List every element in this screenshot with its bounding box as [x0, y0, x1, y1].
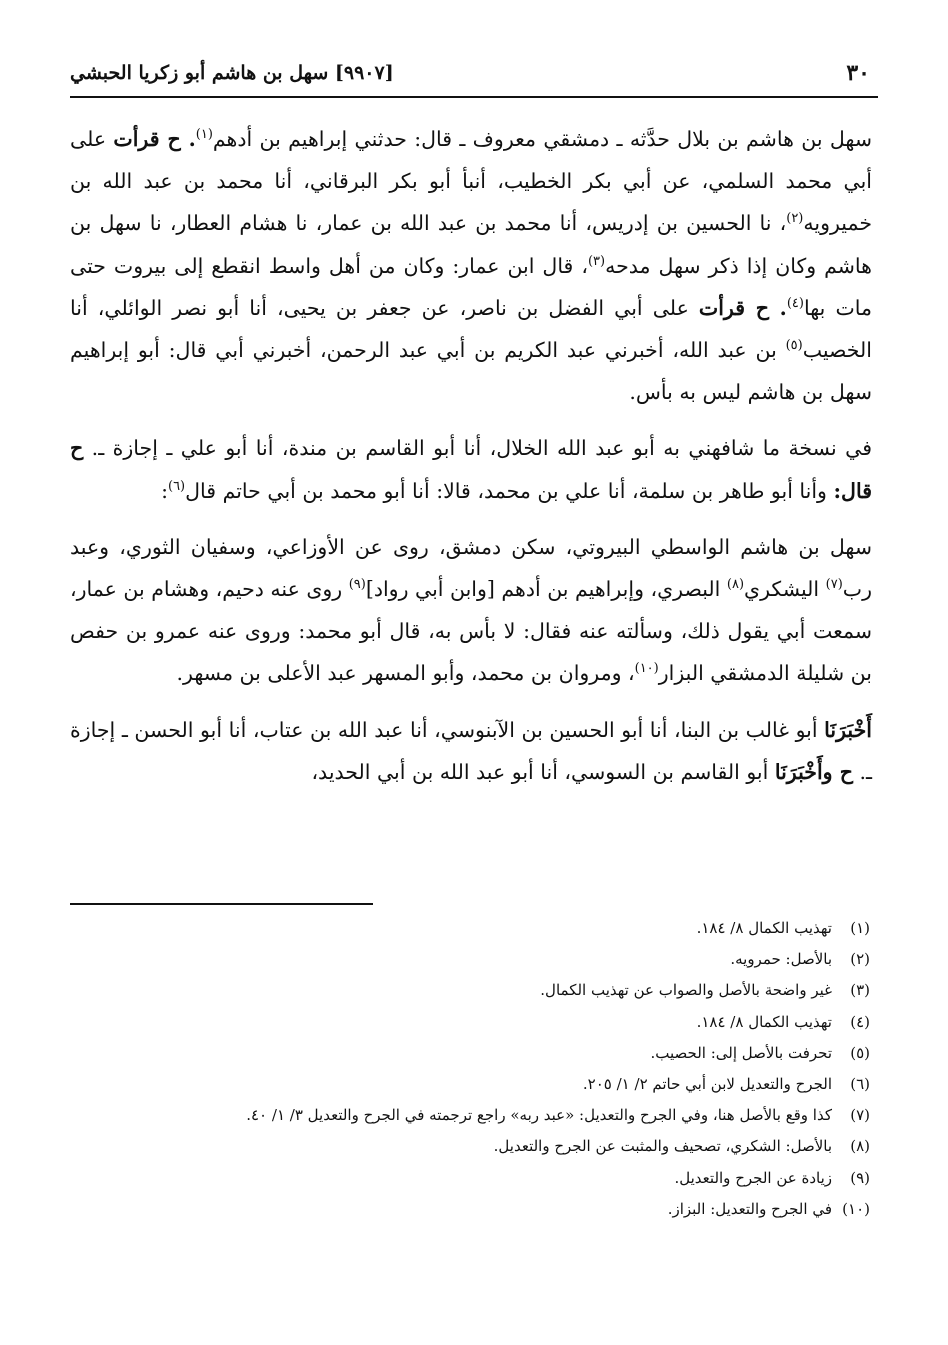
text-run: بن عبد الله، أخبرني عبد الكريم بن أبي عبد الرحمن، أخبرني أبي قال: أبو إبراهيم سهل بن هاشم ليس به بأس. [70, 338, 872, 405]
footnote-item [70, 944, 870, 975]
bold-marker: . ح قرأت [113, 127, 196, 151]
footnote-text: تهذيب الكمال ٨/ ١٨٤. [696, 919, 832, 937]
footnote-item [70, 1069, 870, 1100]
footnote-ref-5[interactable]: (٥) [785, 338, 803, 354]
footnote-item [70, 1194, 870, 1225]
footnote-text: تهذيب الكمال ٨/ ١٨٤. [696, 1012, 832, 1031]
footnote-text: الجرح والتعديل لابن أبي حاتم ٢/ ١/ ٢٠٥. [582, 1075, 832, 1094]
text-run: اليشكري [744, 577, 826, 602]
footnote-number: (٥) [850, 1043, 870, 1062]
text-run: سهل بن هاشم بن بلال حدَّثه ـ دمشقي معروف ـ قال: حدثني إبراهيم بن أدهم [212, 127, 872, 151]
paragraph-4 [70, 709, 872, 793]
footnote-ref-8[interactable]: (٨) [726, 577, 745, 593]
footnote-number: (٧) [850, 1106, 870, 1125]
footnote-item [70, 1163, 870, 1194]
text-run: على أبي محمد السلمي، عن أبي بكر الخطيب، أنبأ أبو بكر البرقاني، أنا محمد بن عبد الله بن خميرويه [70, 127, 872, 236]
footnote-number: (٨) [850, 1137, 870, 1156]
footnote-ref-1[interactable]: (١) [195, 127, 213, 143]
text-run: : [161, 478, 168, 503]
footnote-text: تحرفت بالأصل إلى: الحصيب. [650, 1043, 832, 1062]
text-run: ، ومروان بن محمد، وأبو المسهر عبد الأعلى بن مسهر. [176, 661, 635, 686]
footnote-number: (٣) [850, 981, 870, 1000]
footnote-number: (٦) [850, 1075, 870, 1094]
footnote-text: بالأصل: الشكري، تصحيف والمثبت عن الجرح والتعديل. [493, 1137, 832, 1156]
page-number: ٣٠ [846, 60, 870, 86]
text-run: روى عنه دحيم، وهشام بن عمار، سمعت أبي يقول ذلك، وسألته عنه فقال: لا بأس به، قال أبو محمد: وروى عنه عمرو بن حفص بن شليلة الدمشقي البزار [70, 577, 872, 686]
footnote-number: (١) [850, 919, 870, 937]
footnote-item [70, 1131, 870, 1162]
footnote-separator [70, 903, 373, 905]
footnote-ref-6[interactable]: (٦) [167, 478, 186, 494]
footnote-ref-3[interactable]: (٣) [587, 253, 606, 269]
running-title: [٩٩٠٧] سهل بن هاشم أبو زكريا الحبشي [70, 62, 394, 84]
footnote-item [70, 975, 870, 1006]
footnote-text: بالأصل: حمرويه. [730, 950, 832, 969]
text-run: ، نا الحسين بن إدريس، أنا محمد بن عبد الله بن عمار، نا هشام العطار، نا سهل بن هاشم وكان إذا ذكر سهل مدحه [70, 211, 872, 278]
footnote-ref-9[interactable]: (٩) [348, 577, 366, 593]
footnote-text: كذا وقع بالأصل هنا، وفي الجرح والتعديل: «عبد ربه» راجع ترجمته في الجرح والتعديل ٣/ ١/ ٤٠. [246, 1106, 832, 1125]
footnote-item [70, 913, 870, 944]
footnote-item [70, 1100, 870, 1131]
page-header [70, 56, 878, 98]
footnote-number: (٢) [850, 950, 870, 969]
paragraph-2 [70, 427, 872, 511]
text-run: على أبي الفضل بن ناصر، عن جعفر بن يحيى، أنا أبو نصر الوائلي، أنا الخصيب [70, 295, 872, 363]
text-run: سهل بن هاشم الواسطي البيروتي، سكن دمشق، روى عن الأوزاعي، وسفيان الثوري، وعبد رب [70, 534, 872, 602]
bold-marker: ح وأَخْبَرَنَا [774, 759, 853, 784]
paragraph-3 [70, 526, 872, 695]
footnote-ref-7[interactable]: (٧) [825, 577, 843, 593]
bold-marker: . ح قرأت [698, 295, 787, 320]
footnote-ref-4[interactable]: (٤) [786, 295, 804, 311]
text-run: أبو القاسم بن السوسي، أنا أبو عبد الله بن أبي الحديد، [311, 759, 775, 784]
footnote-text: زيادة عن الجرح والتعديل. [674, 1168, 832, 1187]
footnote-text: في الجرح والتعديل: البزاز. [667, 1199, 832, 1218]
footnote-ref-2[interactable]: (٢) [786, 211, 804, 227]
footnote-number: (١٠) [842, 1199, 870, 1218]
text-run: أبو غالب بن البنا، أنا أبو الحسين بن الآبنوسي، أنا عبد الله بن عتاب، أنا أبو الحسن ـ إجازة ـ. [70, 717, 872, 784]
text-run: البصري، وإبراهيم بن أدهم [وابن أبي رواد] [365, 577, 727, 602]
footnotes-list [70, 913, 870, 1225]
bold-marker: ح قال: [70, 436, 872, 503]
footnote-number: (٤) [850, 1012, 870, 1031]
footnote-item [70, 1038, 870, 1069]
text-run: في نسخة ما شافهني به أبو عبد الله الخلال، أنا أبو القاسم بن مندة، أنا أبو علي ـ إجازة ـ. [83, 436, 872, 461]
footnote-ref-10[interactable]: (١٠) [634, 661, 659, 677]
main-text [70, 118, 872, 793]
text-run: ، قال ابن عمار: وكان من أهل واسط انقطع إلى بيروت حتى مات بها [70, 253, 872, 320]
footnote-text: غير واضحة بالأصل والصواب عن تهذيب الكمال. [540, 981, 832, 1000]
footnote-number: (٩) [850, 1168, 870, 1187]
text-run: وأنا أبو طاهر بن سلمة، أنا علي بن محمد، قالا: أنا أبو محمد بن أبي حاتم قال [185, 478, 834, 503]
footnote-item [70, 1007, 870, 1038]
bold-marker: أَخْبَرَنَا [824, 717, 872, 742]
paragraph-1 [70, 118, 872, 413]
